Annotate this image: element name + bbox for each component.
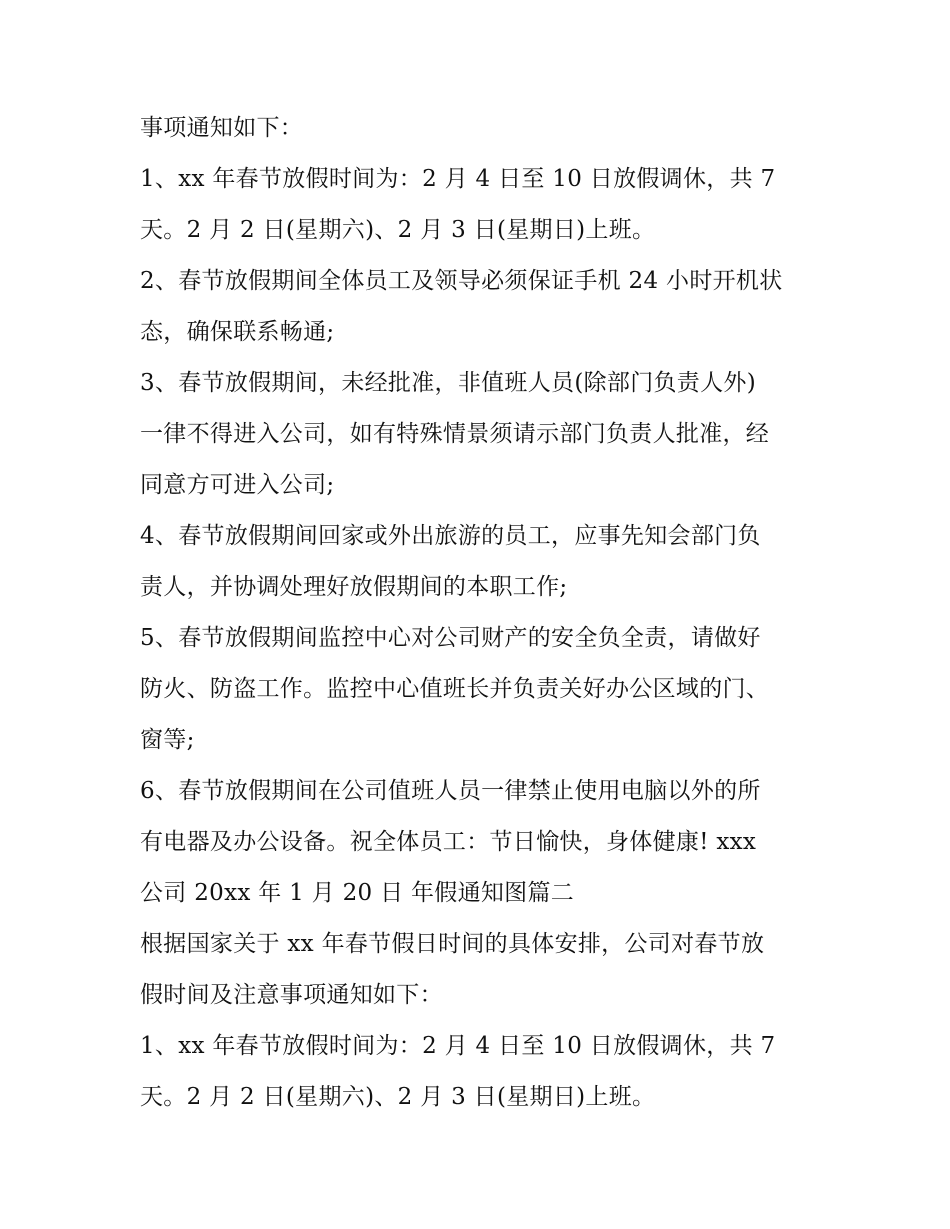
text-line: 天。2 月 2 日(星期六)、2 月 3 日(星期日)上班。 (140, 1084, 656, 1110)
text-line: 2、春节放假期间全体员工及领导必须保证手机 24 小时开机状 (140, 268, 783, 294)
text-line: 防火、防盗工作。监控中心值班长并负责关好办公区域的门、 (140, 676, 770, 702)
text-line: 公司 20xx 年 1 月 20 日 年假通知图篇二 (140, 880, 575, 906)
text-line: 天。2 月 2 日(星期六)、2 月 3 日(星期日)上班。 (140, 217, 656, 243)
text-line: 责人，并协调处理好放假期间的本职工作; (140, 574, 568, 600)
text-line: 同意方可进入公司; (140, 472, 335, 498)
text-line: 有电器及办公设备。祝全体员工：节日愉快，身体健康! xxx (140, 829, 757, 855)
text-line: 5、春节放假期间监控中心对公司财产的安全负全责，请做好 (140, 625, 761, 651)
text-line: 一律不得进入公司，如有特殊情景须请示部门负责人批准，经 (140, 421, 770, 447)
text-line: 1、xx 年春节放假时间为：2 月 4 日至 10 日放假调休，共 7 (140, 1033, 776, 1059)
text-line: 假时间及注意事项通知如下： (140, 982, 443, 1008)
notice-text (140, 110, 820, 1130)
text-line: 6、春节放假期间在公司值班人员一律禁止使用电脑以外的所 (140, 778, 761, 804)
text-line: 根据国家关于 xx 年春节假日时间的具体安排，公司对春节放 (140, 931, 765, 957)
text-line: 3、春节放假期间，未经批准，非值班人员(除部门负责人外) (140, 370, 756, 396)
text-line: 窗等; (140, 727, 195, 753)
text-line: 事项通知如下： (140, 115, 304, 141)
text-line: 4、春节放假期间回家或外出旅游的员工，应事先知会部门负 (140, 523, 761, 549)
text-line: 1、xx 年春节放假时间为：2 月 4 日至 10 日放假调休，共 7 (140, 166, 776, 192)
text-line: 态，确保联系畅通; (140, 319, 335, 345)
